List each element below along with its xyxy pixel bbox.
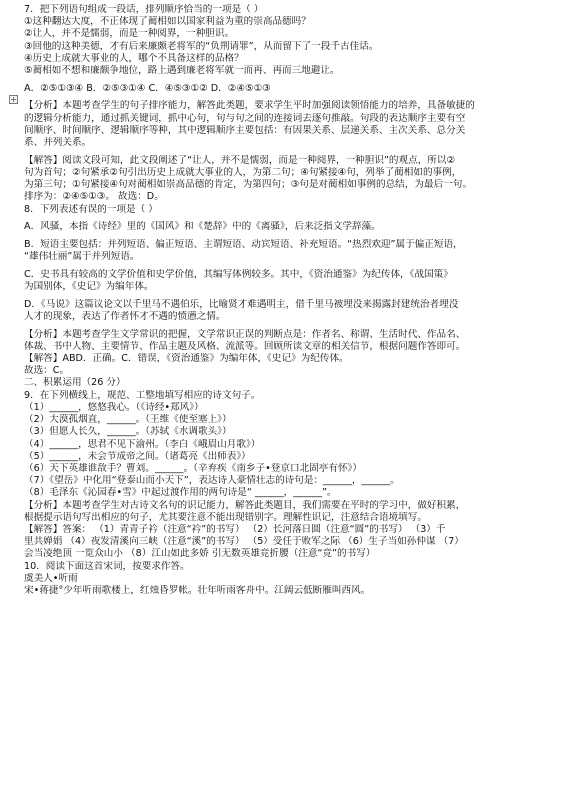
- text-line: 【分析】本题考查学生对古诗文名句的识记能力，解答此类题目，我们需要在平时的学习中，做好积累，: [24, 499, 466, 511]
- text-line: 会当凌绝顶 一览众山小 （8）江山如此多娇 引无数英雄竞折腰（注意“竞”的书写）: [24, 548, 376, 560]
- text-line: “雄伟壮丽”属于并列短语。: [24, 251, 140, 263]
- text-line: 【分析】本题考查学生的句子排序能力，解答此类题，要求学生平时加强阅读领悟能力的培养，具备敏捷的: [24, 100, 475, 112]
- text-line: 【分析】本题考查学生文学常识的把握，文学常识正误的判断点是：作者名、称谓、生活时代、作品名、: [24, 328, 466, 340]
- text-line: 【解答】ABD．正确。C．错误，《资治通鉴》为编年体，《史记》为纪传体。: [24, 353, 349, 365]
- text-line: （6）天下英雄谁敌手？曹刘。______。（辛弃疾《南乡子•登京口北固亭有怀》）: [24, 462, 362, 474]
- text-line: A．风骚，本指《诗经》里的《国风》和《楚辞》中的《离骚》，后来泛指文学辞藻。: [24, 221, 381, 233]
- text-line: 人才的现象，表达了作者怀才不遇的愤懑之情。: [24, 310, 226, 322]
- text-line: D．《马说》这篇议论文以千里马不遇伯乐，比喻贤才难遇明主，借千里马被埋没来揭露封建统治者埋没: [24, 298, 459, 310]
- text-line: 根据提示语句写出相应的句子，尤其要注意不能出现错别字。理解性识记，注意结合语境填写。: [24, 511, 427, 523]
- text-line: 虞美人•听雨: [24, 572, 78, 584]
- text-line: A．②⑤①③④ B．②⑤③①④ C．④⑤③①② D．②④⑤①③: [24, 82, 271, 94]
- text-line: 排序为：②④⑤①③。 故选：D。: [24, 191, 164, 203]
- text-line: 【解答】答案： （1）青青子衿（注意“衿”的书写） （2）长河落日圆（注意“圆”的书写） （3）千: [24, 523, 446, 535]
- text-line: （7）《望岳》中化用“登泰山而小天下”，表达诗人豪情壮志的诗句是：______，______。: [24, 475, 400, 487]
- document-body: [24, 4, 554, 597]
- text-line: 系、并列关系。: [24, 137, 92, 149]
- text-line: 里共婵娟 （4）夜发清溪向三峡（注意“溪”的书写） （5）受任于败军之际 （6）生子当如孙仲谋 （7）: [24, 536, 464, 548]
- text-line: 10．阅读下面这首宋词，按要求作答。: [24, 560, 190, 572]
- text-line: （5）______，未会节成帝之间。（诸葛亮《出师表》）: [24, 450, 251, 462]
- text-line: 句为首句；②句紧承②句引出历史上成就大事业的人，为第二句；④句紧接④句，列举了蔺相如的事例，: [24, 166, 462, 178]
- text-line: （8）毛泽东《沁园春•雪》中起过渡作用的两句诗是“ ______，______”。: [24, 487, 337, 499]
- text-line: 的逻辑分析能力，通过抓关键词，抓中心句，句与句之间的连接词去逐句推敲。句段的表达顺序主要有空: [24, 112, 466, 124]
- text-line: 【解答】阅读文段可知，此文段阐述了“让人，并不是懦弱，而是一种阅界，一种胆识”的观点，所以②: [24, 154, 456, 166]
- text-line: （4）______，思君不见下渝州。（李白《峨眉山月歌》）: [24, 438, 261, 450]
- text-line: C．史书具有较高的文学价值和史学价值，其编写体例较多。其中，《资治通鉴》为纪传体，《战国策》: [24, 268, 453, 280]
- move-handle-icon[interactable]: +: [10, 95, 17, 104]
- text-line: （3）但愿人长久，______。（苏轼《水调歌头》）: [24, 426, 232, 438]
- text-line: 为第三句；①句紧接④句对蔺相如崇高品德的肯定，为第四句；③句是对蔺相如事例的总结，为最后一句。: [24, 179, 472, 191]
- text-line: 为国别体，《史记》为编年体。: [24, 281, 154, 293]
- text-line: （1）______，悠悠我心。（《诗经•郑风》）: [24, 401, 204, 413]
- text-line: 9．在下列横线上，规范、工整地填写相应的诗文句子。: [24, 389, 261, 401]
- text-line: 二、积累运用（26 分）: [24, 377, 126, 389]
- text-line: B．短语主要包括：并列短语、偏正短语、主谓短语、动宾短语、补充短语。“热烈欢迎”属于偏正短语，: [24, 238, 463, 250]
- text-line: ①这种翻达大度，不正体现了蔺相如以国家利益为重的崇高品德吗？: [24, 16, 311, 28]
- text-line: 8．下列表述有误的一项是（ ）: [24, 203, 158, 215]
- text-line: 7．把下列语句组成一段话，排列顺序恰当的一项是（ ）: [24, 4, 264, 15]
- text-line: 间顺序、时间顺序、逻辑顺序等种，其中逻辑顺序主要包括：有因果关系、层递关系、主次关系、总分关: [24, 124, 466, 136]
- text-line: 故选：C。: [24, 365, 70, 377]
- text-line: （2）大漠孤烟直，______。（王维《使至塞上》）: [24, 414, 232, 426]
- text-line: ④历史上成就大事业的人，哪个不具备这样的品格？: [24, 52, 244, 64]
- text-line: ②让人，并不是懦弱，而是一种阅界，一种胆识。: [24, 28, 235, 40]
- text-line: ⑤蔺相如不想和廉颇争地位，路上遇到廉老将军就一而再、再而三地避让。: [24, 65, 340, 77]
- text-line: 体裁、书中人物、主要情节、作品主题及风格、流派等。回顾所读文章的相关信节，根据问题作答即可。: [24, 340, 466, 352]
- text-line: 宋•蒋捷°少年听雨歌楼上，红烛昏罗帐。壮年听雨客舟中。江阔云低断雁叫西风。: [24, 584, 371, 596]
- text-line: ③回他的这种美德，才有后来廉颇老将军的“负荆请罪”，从而留下了一段千古佳话。: [24, 40, 379, 52]
